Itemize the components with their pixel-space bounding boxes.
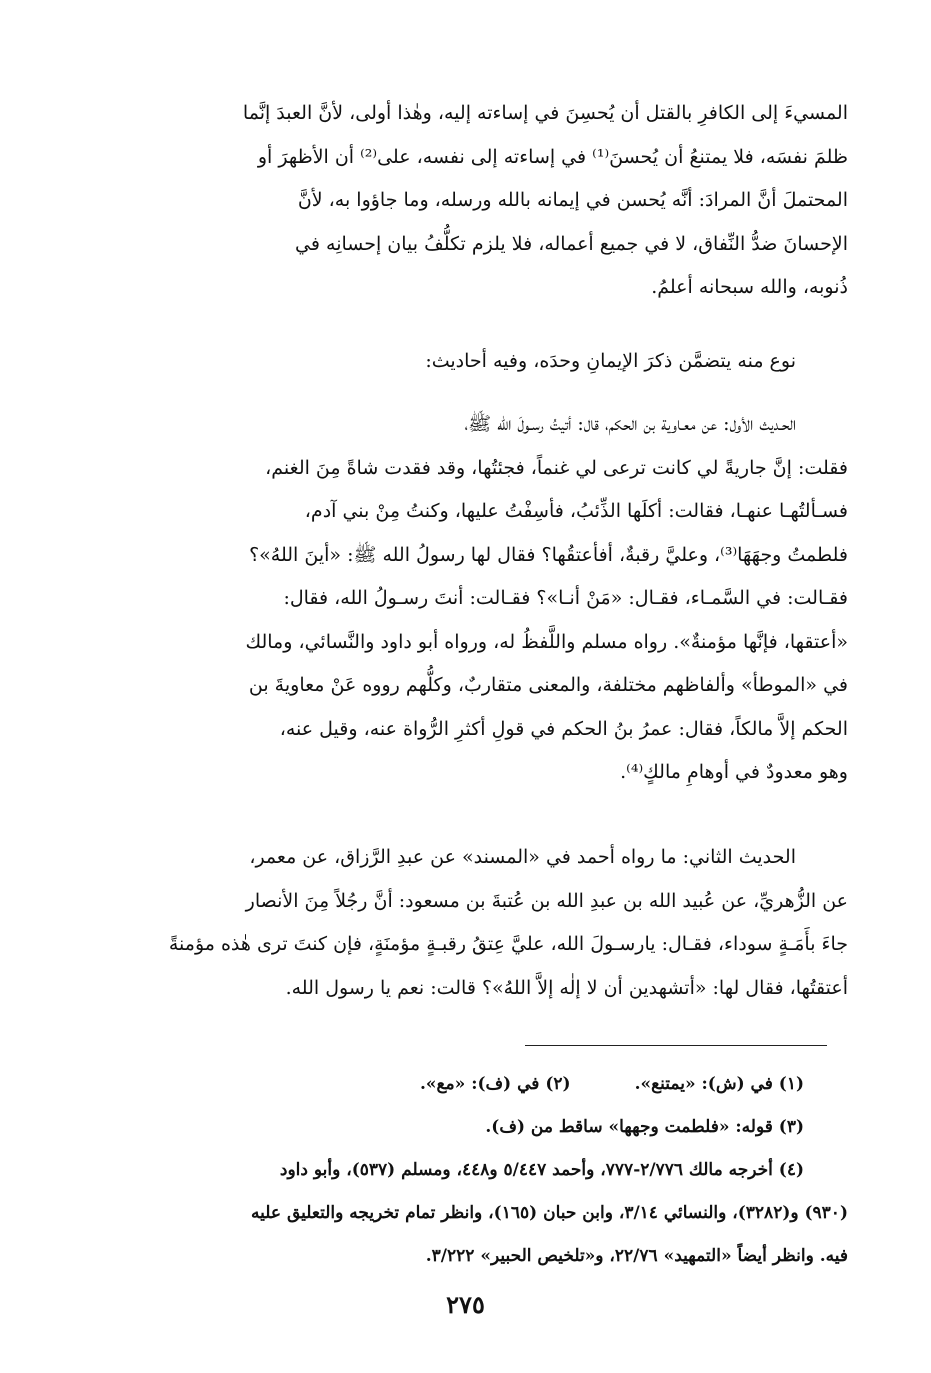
hadith-2-paragraph [118, 836, 848, 1010]
footnote-3: (٣) قوله: «فلطمت وجهها» ساقط من (ف). [485, 1117, 804, 1137]
footnote-4-line: (٩٣٠) و(٣٢٨٢)، والنسائي ٣/١٤، وابن حبان (١٦٥)، وانظر تمام تخريجه والتعليق عليه [251, 1203, 848, 1223]
text-line: جاءَ بأَمَـةٍ سوداء، فقـال: يارسـولَ الله، عليَّ عِتقُ رقبـةٍ مؤمنَةٍ، فإن كنتَ ترى هٰذه مؤمنةً [168, 933, 848, 955]
text-line: فلطمتُ وجهَهَا⁽³⁾، وعليَّ رقبةٌ، أفأعتقُها؟ فقال لها رسولُ الله ﷺ: «أينَ اللهُ»؟ [249, 543, 848, 566]
text-line: ذُنوبه، والله سبحانه أعلمُ. [651, 276, 848, 298]
text-line: عن الزُّهريِّ، عن عُبيد الله بن عبدِ الله بن عُتبةَ بن مسعود: أنَّ رجُلاً مِنَ الأنصار [245, 889, 848, 912]
page-number: ٢٧٥ [446, 1290, 485, 1319]
text-line: ظلمَ نفسَه، فلا يمتنعُ أن يُحسنَ⁽¹⁾ في إساءته إلى نفسه، على⁽²⁾ أن الأظهرَ أو [257, 145, 848, 168]
footnotes [118, 1063, 848, 1278]
text-line: «أعتقها، فإنَّها مؤمنةٌ». رواه مسلم واللَّفظُ له، ورواه أبو داود والنَّسائي، ومالك [245, 630, 848, 653]
footnote-divider [525, 1045, 827, 1046]
text-line: الحكم إلاَّ مالكاً، فقال: عمرُ بنُ الحكم في قولِ أكثرِ الرُّواة عنه، وقيل عنه، [279, 717, 848, 740]
text-line: فقلت: إنَّ جاريةً لي كانت ترعى لي غنماً، فجئتُها، وقد فقدت شاةً مِنَ الغنم، [265, 456, 848, 479]
paragraph-1 [118, 92, 848, 310]
text-line: الإحسانَ ضدُّ النِّفاق، لا في جميع أعماله، فلا يلزم تكلُّفُ بيان إحسانِه في [295, 232, 848, 255]
text-line: فسـألتُهـا عنهـا، فقالت: أكلَها الذِّئبُ، فأسِفْتُ عليها، وكنتُ مِنْ بني آدم، [304, 500, 848, 522]
text-line: في «الموطأ» وألفاظهم مختلفة، والمعنى متقاربٌ، وكلُّهم رووه عَنْ معاويةَ بن [248, 674, 848, 696]
footnote-2: (٢) في (ف): «مع». [419, 1074, 571, 1094]
text-line: المسيءَ إلى الكافرِ بالقتل أن يُحسِنَ في إساءته إليه، وهٰذا أولى، لأنَّ العبدَ إنَّما [242, 102, 848, 124]
text-line: فقـالت: في السَّمـاء، فقـال: «مَنْ أنـا»؟ فقـالت: أنتَ رسـولُ الله، فقال: [283, 587, 848, 609]
text-line: المحتملَ أنَّ المرادَ: أنَّه يُحسن في إيمانه بالله ورسله، وما جاؤوا به، لأنَّ [297, 189, 848, 211]
footnote-1: (١) في (ش): «يمتنع». [634, 1074, 804, 1094]
footnote-4-line: (٤) أخرجه مالك ٢/٧٧٦-٧٧٧، وأحمد ٥/٤٤٧ و٤٤٨، ومسلم (٥٣٧)، وأبو داود [279, 1160, 804, 1180]
section-heading [118, 340, 848, 384]
text-line: أعتقتُها، فقال لها: «أتشهدين أن لا إلٰه إلاَّ اللهُ»؟ قالت: نعم يا رسول الله. [285, 976, 848, 999]
text-line: وهو معدودٌ في أوهامِ مالكٍ⁽⁴⁾. [620, 761, 848, 783]
text-line: الحـديث الأول: عن معـاوية بن الحكم، قال: أتيتُ رسـولَ الله ﷺ، [464, 413, 796, 435]
text-line: الحديث الثاني: ما رواه أحمد في «المسند» عن عبدِ الرَّزاق، عن معمر، [249, 846, 796, 868]
footnote-row [118, 1063, 848, 1106]
text-line: نوع منه يتضمَّن ذكرَ الإيمانِ وحدَه، وفيه أحاديث: [425, 350, 796, 372]
hadith-1-paragraph [118, 403, 848, 795]
footnote-4-line: فيه. وانظر أيضاً «التمهيد» ٢٢/٧٦، و«تلخيص الحبير» ٣/٢٢٢. [425, 1246, 848, 1266]
